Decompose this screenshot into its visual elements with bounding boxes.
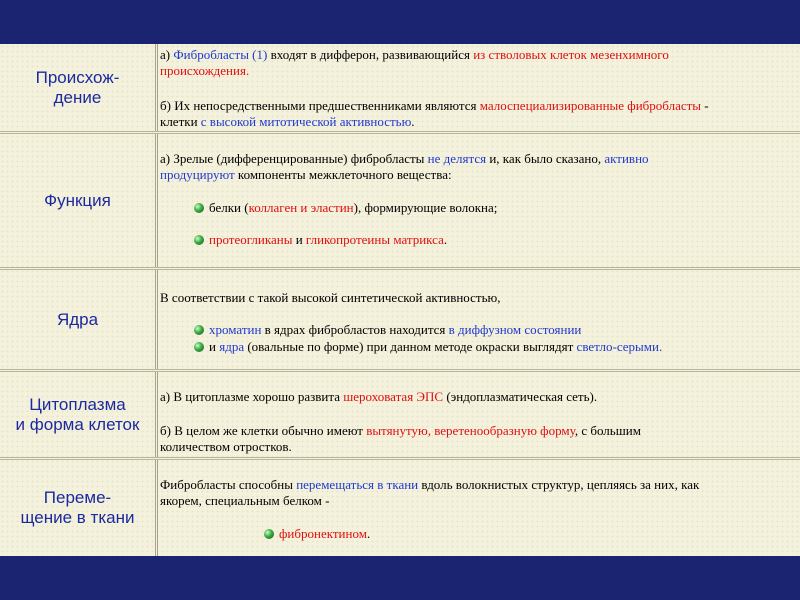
highlight-text: малоспециализированные фибробласты [479,98,702,113]
text: и, как было сказано, [486,151,605,166]
text: Фибробласты способны [160,477,297,492]
highlight-text: продуцируют [160,167,235,182]
row-label: Происхож- дение [35,67,120,107]
highlight-text: с высокой митотической активностью [200,114,412,129]
bullet-icon [194,342,204,352]
row-content-cell [157,44,800,131]
text: компоненты межклеточного вещества: [234,167,452,182]
text: - [701,98,709,113]
highlight-text: активно [604,151,649,166]
highlight-text: Фибробласты (1) [173,47,268,62]
text: а) [160,47,174,62]
row-label-cell [0,270,156,369]
highlight-text: перемещаться в ткани [296,477,419,492]
text: клетки [160,114,201,129]
paragraph [160,290,500,306]
text: в ядрах фибробластов находится [261,322,449,337]
highlight-text: коллаген и эластин [248,200,354,215]
text: белки ( [209,200,249,215]
row-label: Цитоплазма и форма клеток [15,394,140,434]
text: , с большим [574,423,641,438]
row-label-cell [0,460,156,556]
row-content-cell [157,372,800,457]
bullet-icon [264,529,274,539]
paragraph [160,477,699,509]
paragraph [160,98,709,130]
highlight-text: не делятся [427,151,487,166]
paragraph [160,389,597,405]
paragraph [160,47,669,79]
highlight-text: светло-серыми. [576,339,663,354]
text: В соответствии с такой высокой синтетической активностью, [160,290,501,305]
paragraph [160,151,649,183]
text: . [366,526,371,541]
bullet-icon [194,235,204,245]
highlight-text: хроматин [209,322,262,337]
highlight-text: фибронектином [279,526,367,541]
row-label-cell [0,44,156,131]
highlight-text: гликопротеины матрикса [305,232,444,247]
text: вдоль волокнистых структур, цепляясь за них, как [418,477,700,492]
row-label: Ядра [56,309,99,329]
row-content-cell [157,270,800,369]
text: а) В цитоплазме хорошо развита [160,389,344,404]
row-label: Переме- щение в ткани [20,488,135,527]
highlight-text: ядра [219,339,245,354]
table-row-nuclei [0,270,800,372]
highlight-text: происхождения. [160,63,250,78]
text: б) В целом же клетки обычно имеют [160,423,367,438]
row-label: Функция [44,190,111,210]
bullet-item [194,200,497,216]
text: (эндоплазматическая сеть). [443,389,598,404]
table-row-cytoplasm [0,372,800,460]
bullet-item [194,322,581,338]
row-label-cell [0,372,156,457]
bullet-icon [194,203,204,213]
text: . [411,114,415,129]
text: и [292,232,306,247]
row-label-cell [0,134,156,267]
text: входят в дифферон, развивающийся [267,47,474,62]
table-row-origin [0,44,800,134]
paragraph [160,423,641,455]
highlight-text: протеогликаны [209,232,293,247]
text: количеством отростков. [160,439,292,454]
bottom-bar [0,556,800,600]
text: и [209,339,220,354]
text: а) Зрелые (дифференцированные) фибробласты [160,151,428,166]
bullet-item [194,232,447,248]
bullet-icon [194,325,204,335]
text: ), формирующие волокна; [353,200,498,215]
highlight-text: вытянутую, веретенообразную форму [366,423,575,438]
table-row-function [0,134,800,270]
table-row-movement [0,460,800,556]
text: б) Их непосредственными предшественниками являются [160,98,480,113]
highlight-text: шероховатая ЭПС [343,389,444,404]
top-bar [0,0,800,44]
text: (овальные по форме) при данном методе окраски выглядят [244,339,577,354]
row-content-cell [157,134,800,267]
table-sheet [0,44,800,556]
row-content-cell [157,460,800,556]
text: якорем, специальным белком - [160,493,330,508]
bullet-item [264,526,370,542]
highlight-text: в диффузном состоянии [448,322,582,337]
text: . [443,232,448,247]
highlight-text: из стволовых клеток мезенхимного [473,47,669,62]
bullet-item [194,339,662,355]
